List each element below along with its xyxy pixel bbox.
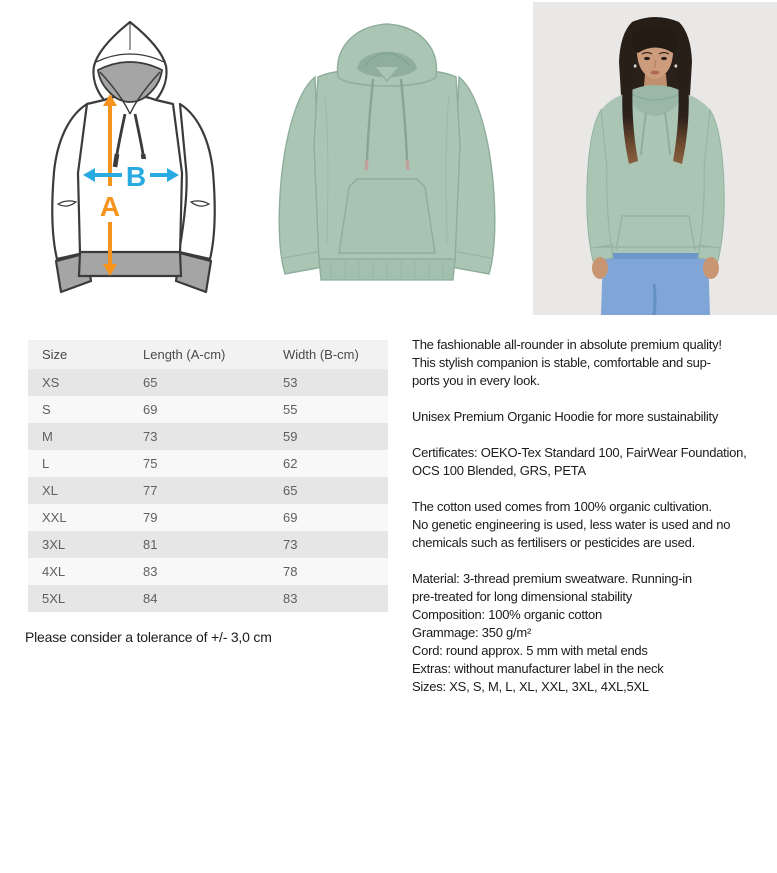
column-header-length: Length (A-cm) — [143, 347, 226, 362]
size-table-row-xl — [28, 477, 388, 504]
description-paragraph — [412, 570, 776, 696]
size-table-row-5xl — [28, 585, 388, 612]
description-line: Material: 3-thread premium sweatware. Running-in — [412, 571, 692, 586]
table-cell: 83 — [283, 591, 298, 606]
description-paragraph — [412, 498, 776, 552]
size-diagram-image — [30, 10, 245, 305]
description-line: pre-treated for long dimensional stability — [412, 589, 633, 604]
table-cell: 59 — [283, 429, 298, 444]
table-cell: 65 — [283, 483, 298, 498]
description-line: Sizes: XS, S, M, L, XL, XXL, 3XL, 4XL,5XL — [412, 679, 649, 694]
table-cell: 62 — [283, 456, 298, 471]
table-cell: 53 — [283, 375, 298, 390]
table-cell: 3XL — [42, 537, 66, 552]
size-table-header — [28, 340, 388, 369]
measurement-label-a: A — [99, 191, 121, 222]
description-line: No genetic engineering is used, less water is used and no — [412, 517, 731, 532]
table-cell: 75 — [143, 456, 158, 471]
hoodie-line-art — [52, 22, 214, 292]
table-cell: 65 — [143, 375, 158, 390]
table-cell: 78 — [283, 564, 298, 579]
table-cell: XS — [42, 375, 60, 390]
description-line: OCS 100 Blended, GRS, PETA — [412, 463, 586, 478]
table-cell: 5XL — [42, 591, 66, 606]
table-cell: S — [42, 402, 51, 417]
model-photo-image — [533, 2, 777, 315]
table-cell: 73 — [283, 537, 298, 552]
table-cell: 69 — [143, 402, 158, 417]
description-line: This stylish companion is stable, comfortable and sup- — [412, 355, 711, 370]
description-paragraph — [412, 408, 776, 426]
table-cell: 79 — [143, 510, 158, 525]
table-cell: 83 — [143, 564, 158, 579]
column-header-size: Size — [42, 347, 68, 362]
size-table-row-3xl — [28, 531, 388, 558]
size-table-body — [28, 369, 388, 612]
table-cell: XL — [42, 483, 58, 498]
size-table-row-m — [28, 423, 388, 450]
table-cell: 69 — [283, 510, 298, 525]
description-line: ports you in every look. — [412, 373, 540, 388]
description-line: Grammage: 350 g/m² — [412, 625, 532, 640]
size-table-row-xxl — [28, 504, 388, 531]
table-cell: XXL — [42, 510, 67, 525]
size-table-row-xs — [28, 369, 388, 396]
table-cell: 73 — [143, 429, 158, 444]
table-cell: 84 — [143, 591, 158, 606]
table-cell: M — [42, 429, 53, 444]
table-cell: 4XL — [42, 564, 66, 579]
product-image-gallery — [0, 0, 777, 320]
description-line: Composition: 100% organic cotton — [412, 607, 603, 622]
table-cell: 55 — [283, 402, 298, 417]
description-line: chemicals such as fertilisers or pesticides are used. — [412, 535, 695, 550]
description-line: The cotton used comes from 100% organic cultivation. — [412, 499, 712, 514]
description-line: Certificates: OEKO-Tex Standard 100, FairWear Foundation, — [412, 445, 747, 460]
description-line: Cord: round approx. 5 mm with metal ends — [412, 643, 648, 658]
hoodie-flat — [279, 24, 495, 280]
column-header-width: Width (B-cm) — [283, 347, 359, 362]
size-table-row-s — [28, 396, 388, 423]
tolerance-note: Please consider a tolerance of +/- 3,0 cm — [25, 629, 272, 645]
size-table — [28, 340, 388, 612]
table-cell: 77 — [143, 483, 158, 498]
description-paragraph — [412, 444, 776, 480]
size-table-row-4xl — [28, 558, 388, 585]
size-table-row-l — [28, 450, 388, 477]
description-line: Unisex Premium Organic Hoodie for more sustainability — [412, 409, 719, 424]
table-cell: 81 — [143, 537, 158, 552]
description-line: Extras: without manufacturer label in the neck — [412, 661, 664, 676]
description-line: The fashionable all-rounder in absolute premium quality! — [412, 337, 722, 352]
measurement-label-b: B — [125, 161, 147, 192]
table-cell: L — [42, 456, 50, 471]
product-description — [412, 336, 776, 714]
product-flat-image — [265, 15, 505, 305]
description-paragraph — [412, 336, 776, 390]
